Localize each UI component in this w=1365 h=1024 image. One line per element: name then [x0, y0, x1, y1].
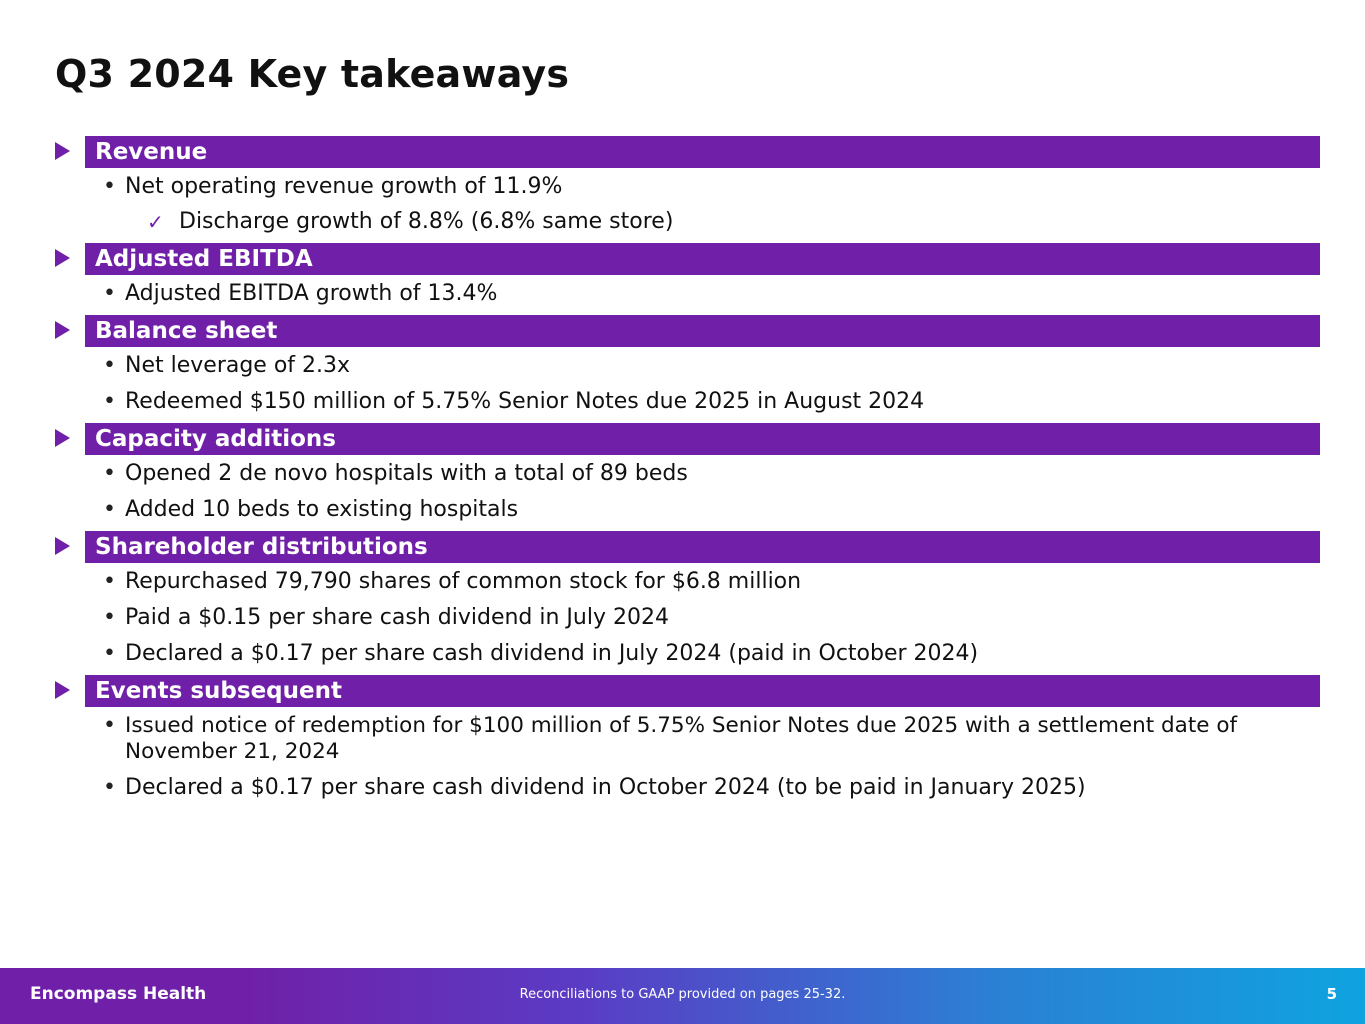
bullet-dot-icon: •: [103, 713, 116, 738]
triangle-marker-icon: [55, 537, 70, 555]
list-item-text: Discharge growth of 8.8% (6.8% same store): [179, 209, 674, 234]
section-shareholder-distributions: [47, 531, 1322, 671]
triangle-marker-icon: [55, 142, 70, 160]
slide-footer: [0, 968, 1365, 1024]
list-item-text: Redeemed $150 million of 5.75% Senior Notes due 2025 in August 2024: [125, 389, 925, 414]
section-header-row: [47, 315, 1322, 347]
bullet-dot-icon: •: [103, 569, 116, 594]
slide-content: [47, 136, 1322, 809]
section-header-banner: [85, 136, 1320, 168]
section-adjusted-ebitda: [47, 243, 1322, 311]
list-item-text: Issued notice of redemption for $100 million of 5.75% Senior Notes due 2025 with a settlement date of November 21, 2024: [125, 713, 1238, 764]
section-header-label: Revenue: [95, 138, 208, 165]
section-header-banner: [85, 315, 1320, 347]
section-header-banner: [85, 531, 1320, 563]
section-header-label: Adjusted EBITDA: [95, 245, 313, 272]
bullet-dot-icon: •: [103, 353, 116, 378]
list-item-text: Added 10 beds to existing hospitals: [125, 497, 519, 522]
section-capacity-additions: [47, 423, 1322, 527]
section-balance-sheet: [47, 315, 1322, 419]
page-number: 5: [1326, 985, 1337, 1003]
section-header-banner: [85, 675, 1320, 707]
section-header-label: Balance sheet: [95, 317, 278, 344]
list-item-text: Declared a $0.17 per share cash dividend in October 2024 (to be paid in January 2025): [125, 775, 1086, 800]
bullet-dot-icon: •: [103, 497, 116, 522]
list-item-text: Opened 2 de novo hospitals with a total of 89 beds: [125, 461, 688, 486]
section-header-label: Events subsequent: [95, 677, 342, 704]
list-item-text: Net leverage of 2.3x: [125, 353, 351, 378]
check-icon: ✓: [147, 210, 164, 234]
list-item: [103, 707, 1322, 769]
list-item: [103, 275, 1322, 311]
triangle-marker-icon: [55, 249, 70, 267]
bullet-dot-icon: •: [103, 775, 116, 800]
list-item-text: Paid a $0.15 per share cash dividend in July 2024: [125, 605, 669, 630]
list-item: [103, 347, 1322, 383]
list-item: [103, 769, 1322, 805]
bullet-dot-icon: •: [103, 605, 116, 630]
list-item-text: Net operating revenue growth of 11.9%: [125, 174, 563, 199]
section-events-subsequent: [47, 675, 1322, 805]
footer-note: Reconciliations to GAAP provided on pages 25-32.: [519, 987, 846, 1002]
bullet-dot-icon: •: [103, 281, 116, 306]
section-header-banner: [85, 423, 1320, 455]
section-header-label: Capacity additions: [95, 425, 336, 452]
list-item-text: Repurchased 79,790 shares of common stock for $6.8 million: [125, 569, 802, 594]
section-header-row: [47, 243, 1322, 275]
list-item: [103, 168, 1322, 204]
page-title: Q3 2024 Key takeaways: [55, 52, 570, 96]
section-header-row: [47, 531, 1322, 563]
bullet-dot-icon: •: [103, 641, 116, 666]
list-item-text: Adjusted EBITDA growth of 13.4%: [125, 281, 498, 306]
list-item: [103, 491, 1322, 527]
list-item: [103, 455, 1322, 491]
section-revenue: [47, 136, 1322, 239]
list-item-text: Declared a $0.17 per share cash dividend in July 2024 (paid in October 2024): [125, 641, 979, 666]
triangle-marker-icon: [55, 429, 70, 447]
section-header-row: [47, 423, 1322, 455]
section-header-banner: [85, 243, 1320, 275]
bullet-dot-icon: •: [103, 461, 116, 486]
bullet-dot-icon: •: [103, 389, 116, 414]
section-header-label: Shareholder distributions: [95, 533, 428, 560]
brand-label: Encompass Health: [30, 984, 207, 1004]
triangle-marker-icon: [55, 321, 70, 339]
bullet-dot-icon: •: [103, 174, 116, 199]
list-item: [103, 635, 1322, 671]
triangle-marker-icon: [55, 681, 70, 699]
section-header-row: [47, 675, 1322, 707]
list-item: [147, 204, 1322, 239]
list-item: [103, 563, 1322, 599]
list-item: [103, 599, 1322, 635]
section-header-row: [47, 136, 1322, 168]
list-item: [103, 383, 1322, 419]
